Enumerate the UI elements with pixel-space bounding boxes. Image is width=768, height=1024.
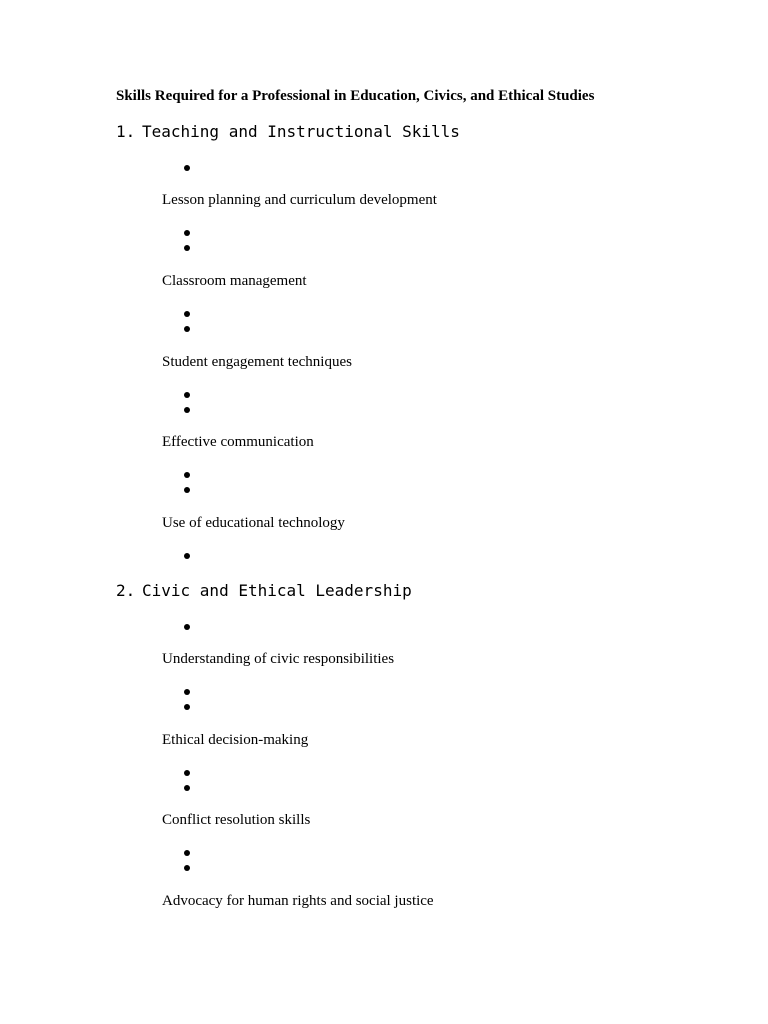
list-item: Student engagement techniques [162,354,352,370]
bullet-icon [184,850,190,856]
list-item: Effective communication [162,434,314,450]
section-title: Teaching and Instructional Skills [142,122,460,141]
bullet-icon [184,245,190,251]
section-heading-teaching [116,121,460,143]
list-item: Ethical decision-making [162,732,309,748]
bullet-icon [184,407,190,413]
bullet-icon [184,553,190,559]
document-title: Skills Required for a Professional in Education, Civics, and Ethical Studies [116,88,595,104]
bullet-icon [184,487,190,493]
bullet-icon [184,326,190,332]
bullet-icon [184,770,190,776]
section-number: 2. [116,581,136,600]
list-item: Lesson planning and curriculum development [162,192,437,208]
section-title: Civic and Ethical Leadership [142,581,412,600]
list-item: Use of educational technology [162,515,345,531]
bullet-icon [184,472,190,478]
bullet-icon [184,865,190,871]
bullet-icon [184,230,190,236]
list-item: Advocacy for human rights and social justice [162,893,434,909]
list-item: Classroom management [162,273,307,289]
bullet-icon [184,704,190,710]
bullet-icon [184,624,190,630]
bullet-icon [184,311,190,317]
bullet-icon [184,392,190,398]
bullet-icon [184,785,190,791]
bullet-icon [184,165,190,171]
list-item: Conflict resolution skills [162,812,311,828]
list-item: Understanding of civic responsibilities [162,651,395,667]
section-heading-civic [116,580,412,602]
section-number: 1. [116,122,136,141]
bullet-icon [184,689,190,695]
